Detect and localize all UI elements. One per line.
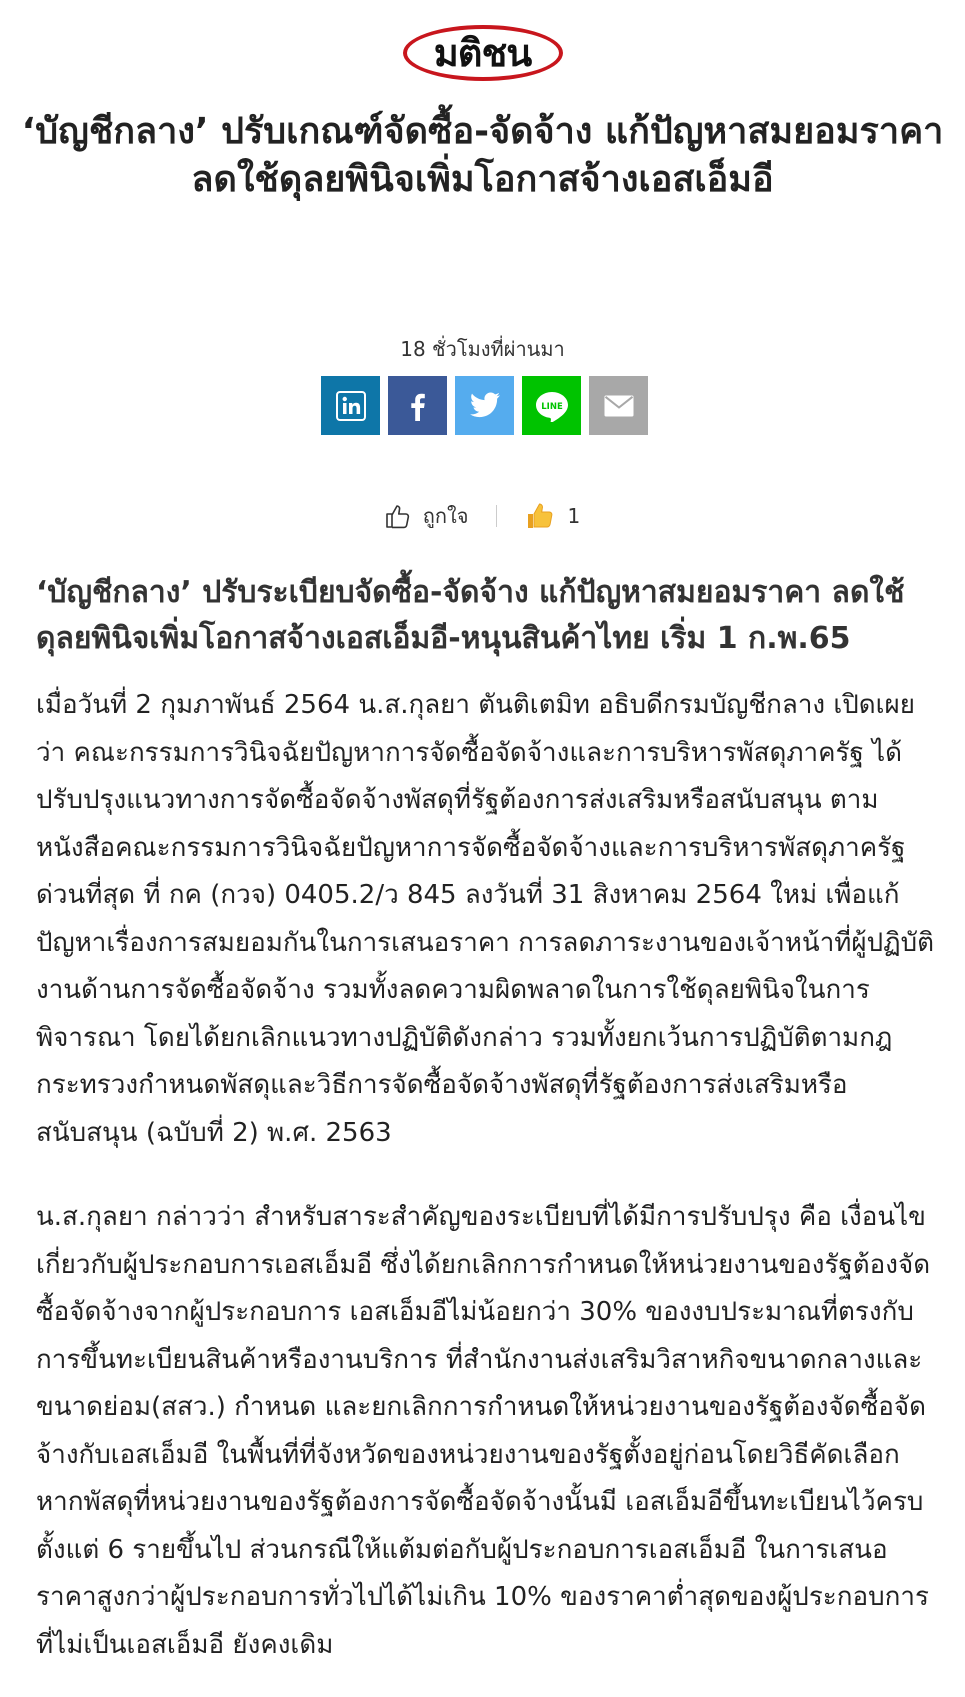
like-label: ถูกใจ — [422, 504, 469, 528]
logo-text: มติชน — [433, 31, 532, 75]
share-email-button[interactable] — [589, 376, 648, 435]
line-icon — [535, 390, 569, 422]
reaction-divider — [496, 505, 497, 527]
article-paragraph: เมื่อวันที่ 2 กุมภาพันธ์ 2564 น.ส.กุลยา ตันติเตมิท อธิบดีกรมบัญชีกลาง เปิดเผยว่า คณะกรรมการวินิจฉัยปัญหาการจัดซื้อจัดจ้างและการบริหารพัสดุภาครัฐ ได้ปรับปรุงแนวทางการจัดซื้อจัดจ้างพัสดุที่รัฐต้องการส่งเสริมหรือสนับสนุน ตามหนังสือคณะกรรมการวินิจฉัยปัญหาการจัดซื้อจัดจ้างและการบริหารพัสดุภาครัฐ ด่วนที่สุด ที่ กค (กวจ) 0405.2/ว 845 ลงวันที่ 31 สิงหาคม 2564 ใหม่ เพื่อแก้ปัญหาเรื่องการสมยอมกันในการเสนอราคา การลดภาระงานของเจ้าหน้าที่ผู้ปฏิบัติงานด้านการจัดซื้อจัดจ้าง รวมทั้งลดความผิดพลาดในการใช้ดุลยพินิจในการพิจารณา โดยได้ยกเลิกแนวทางปฏิบัติดังกล่าว รวมทั้งยกเว้นการปฏิบัติตามกฎกระทรวงกำหนดพัสดุและวิธีการจัดซื้อจัดจ้างพัสดุที่รัฐต้องการส่งเสริมหรือสนับสนุน (ฉบับที่ 2) พ.ศ. 2563 — [36, 690, 935, 1148]
linkedin-icon — [336, 391, 366, 421]
thumbs-up-emoji-icon — [525, 501, 555, 531]
share-line-button[interactable] — [522, 376, 581, 435]
svg-text:LINE: LINE — [540, 401, 563, 412]
article-headline: ‘บัญชีกลาง’ ปรับเกณฑ์จัดซื้อ-จัดจ้าง แก้ปัญหาสมยอมราคา ลดใช้ดุลยพินิจเพิ่มโอกาสจ้างเอสเอ็มอี — [21, 111, 944, 200]
email-icon — [604, 395, 634, 417]
like-button[interactable] — [385, 500, 469, 532]
article-paragraph: น.ส.กุลยา กล่าวว่า สำหรับสาระสำคัญของระเบียบที่ได้มีการปรับปรุง คือ เงื่อนไขเกี่ยวกับผู้ประกอบการเอสเอ็มอี ซึ่งได้ยกเลิกการกำหนดให้หน่วยงานของรัฐต้องจัดซื้อจัดจ้างจากผู้ประกอบการ เอสเอ็มอีไม่น้อยกว่า 30% ของงบประมาณที่ตรงกับการขึ้นทะเบียนสินค้าหรืองานบริการ ที่สำนักงานส่งเสริมวิสาหกิจขนาดกลางและขนาดย่อม(สสว.) กำหนด และยกเลิกการกำหนดให้หน่วยงานของรัฐต้องจัดซื้อจัดจ้างกับเอสเอ็มอี ในพื้นที่ที่จังหวัดของหน่วยงานของรัฐตั้งอยู่ก่อนโดยวิธีคัดเลือก หากพัสดุที่หน่วยงานของรัฐต้องการจัดซื้อจัดจ้างนั้นมี เอสเอ็มอีขึ้นทะเบียนไว้ครบตั้งแต่ 6 รายขึ้นไป ส่วนกรณีให้แต้มต่อกับผู้ประกอบการเอสเอ็มอี ในการเสนอราคาสูงกว่าผู้ประกอบการทั่วไปได้ไม่เกิน 10% ของราคาต่ำสุดของผู้ประกอบการที่ไม่เป็นเอสเอ็มอี ยังคงเดิม — [36, 1202, 931, 1660]
reaction-bar — [0, 500, 965, 532]
matichon-logo[interactable] — [399, 18, 567, 88]
like-count-value: 1 — [567, 504, 581, 528]
like-count — [525, 501, 580, 531]
twitter-icon — [469, 392, 501, 420]
facebook-icon — [403, 391, 433, 421]
share-twitter-button[interactable] — [455, 376, 514, 435]
share-bar — [321, 376, 648, 435]
logo-oval — [403, 25, 563, 81]
share-facebook-button[interactable] — [388, 376, 447, 435]
site-header — [0, 18, 965, 88]
share-linkedin-button[interactable] — [321, 376, 380, 435]
article-subheadline: ‘บัญชีกลาง’ ปรับระเบียบจัดซื้อ-จัดจ้าง แก้ปัญหาสมยอมราคา ลดใช้ดุลยพินิจเพิ่มโอกาสจ้างเอสเอ็มอี-หนุนสินค้าไทย เริ่ม 1 ก.พ.65 — [36, 575, 905, 656]
thumbs-up-outline-icon — [385, 503, 411, 529]
publish-time: 18 ชั่วโมงที่ผ่านมา — [400, 337, 565, 361]
